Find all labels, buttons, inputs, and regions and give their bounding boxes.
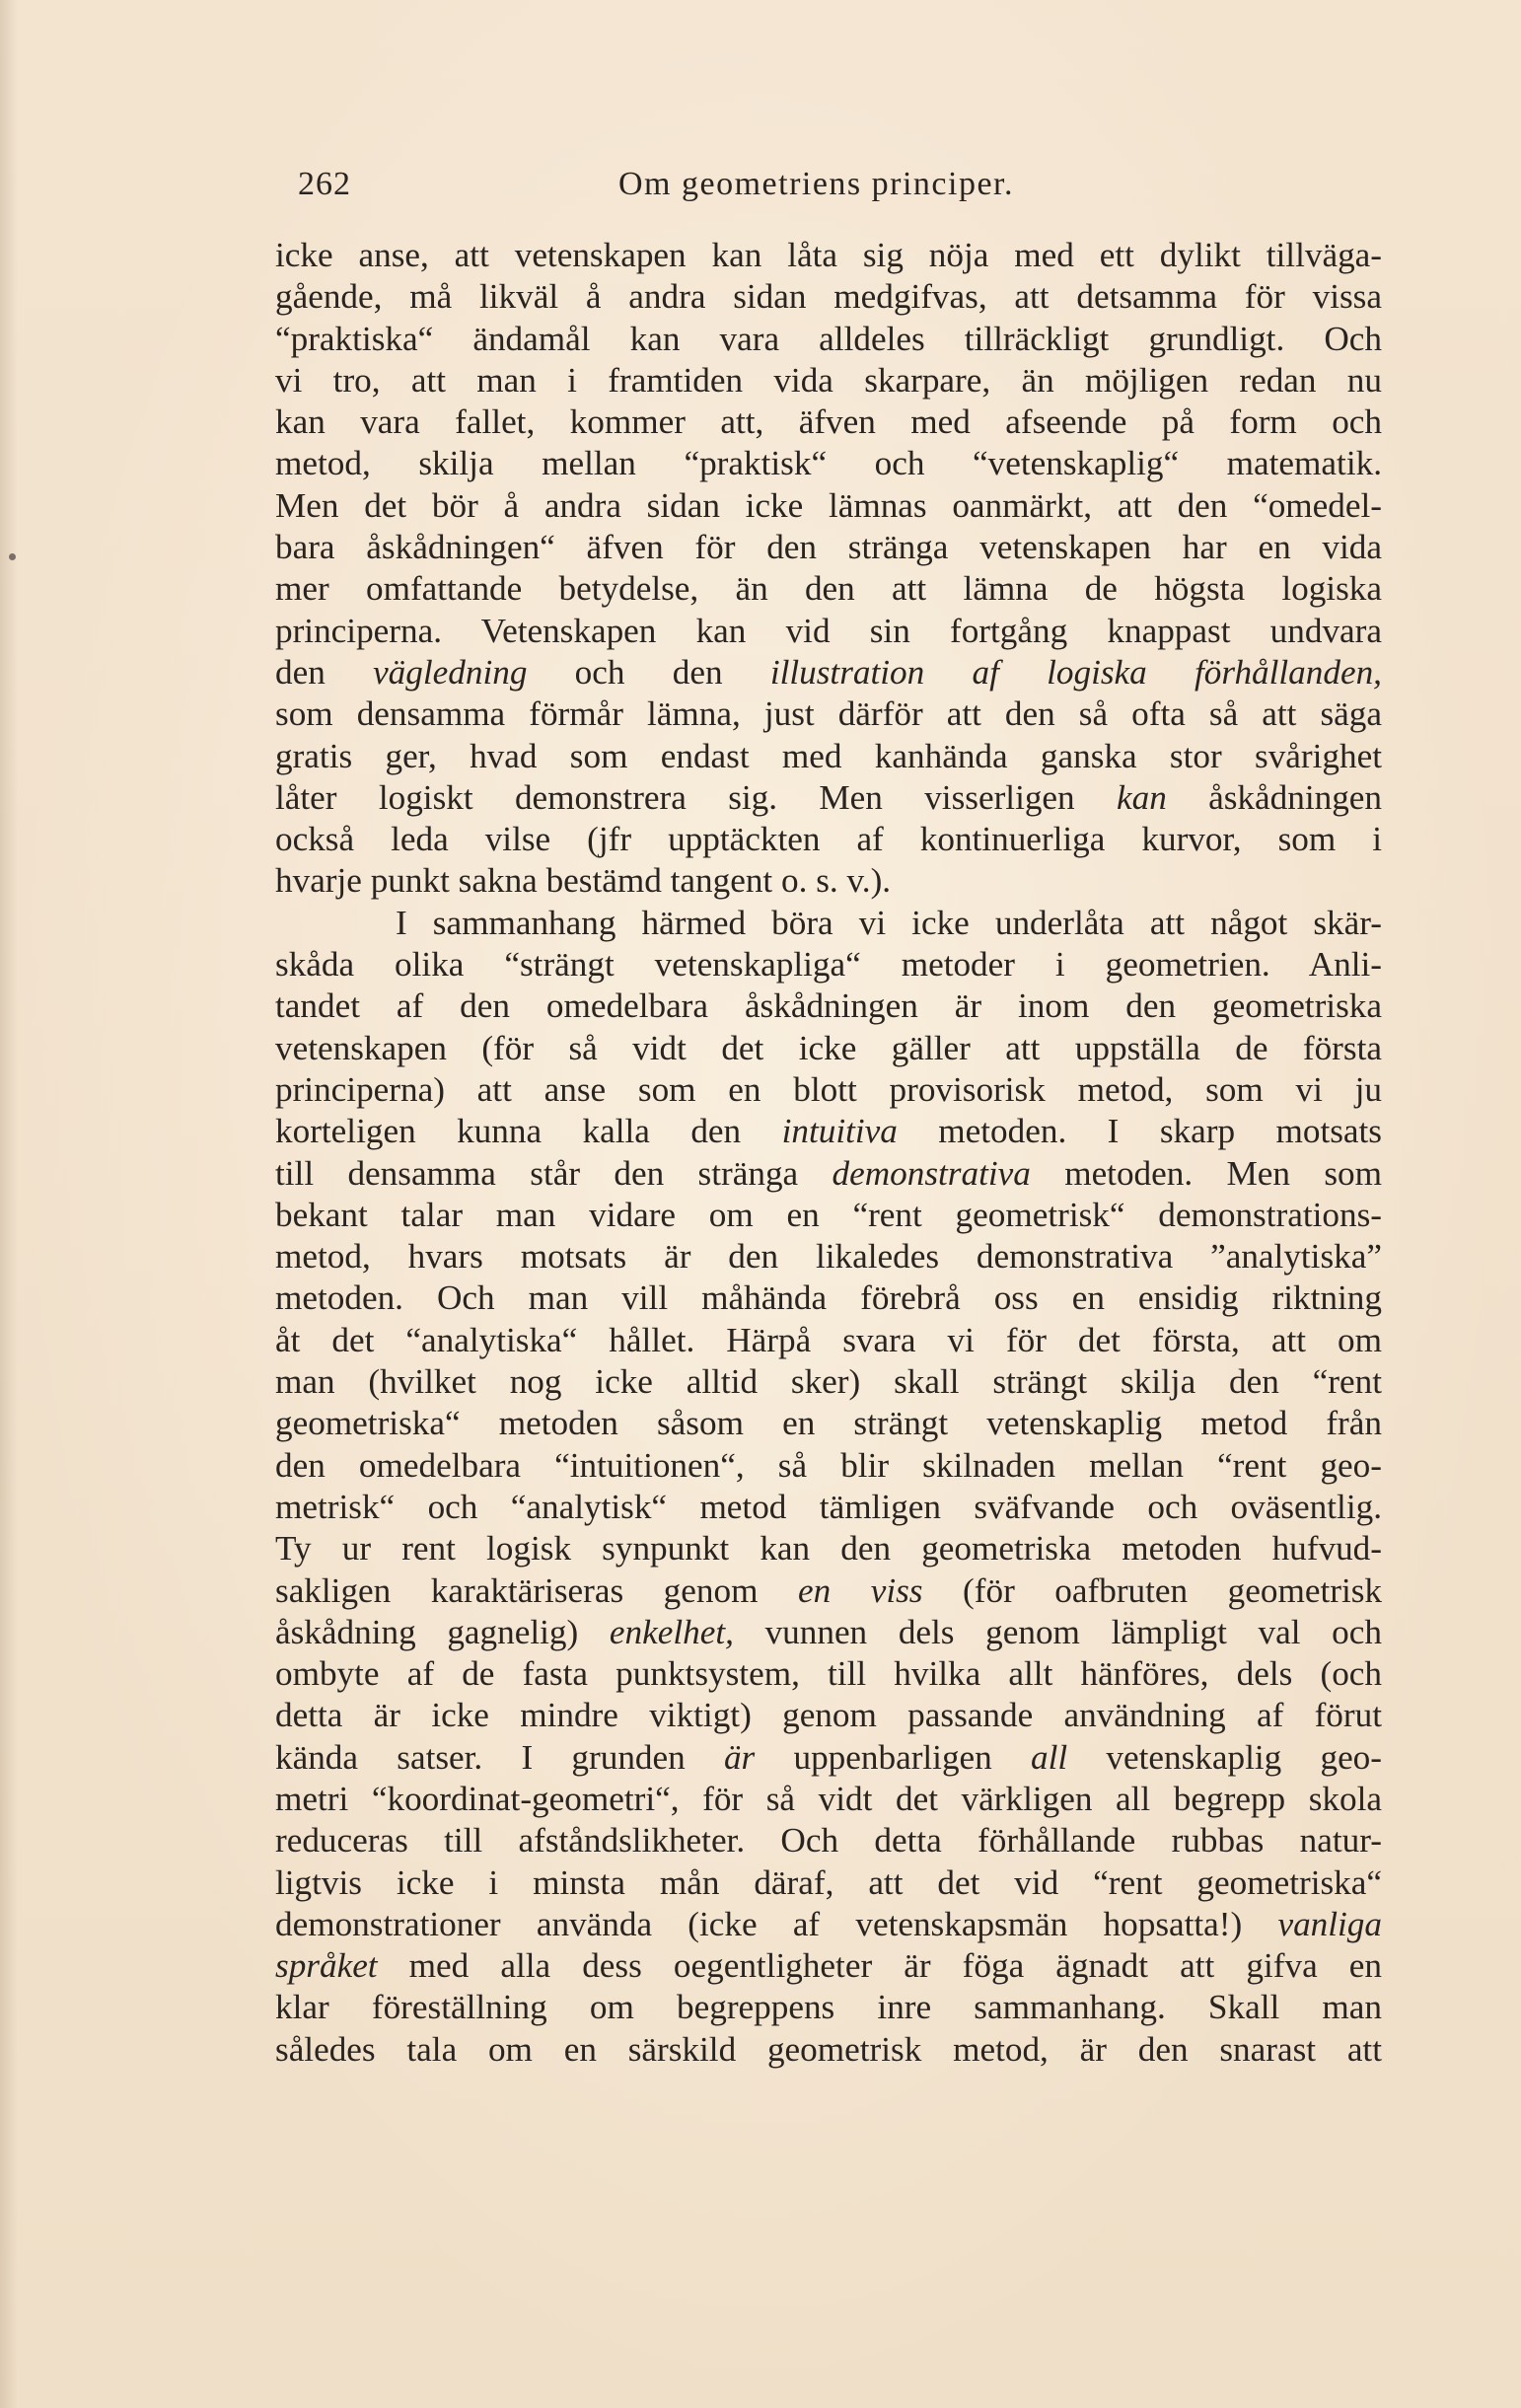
text-run: kända satser. I grunden xyxy=(275,1737,724,1777)
text-line xyxy=(275,527,1382,568)
text-run: reduceras till afståndslikheter. Och detta förhållande rubbas natur- xyxy=(275,1821,1382,1861)
text-run: Men det bör å andra sidan icke lämnas oanmärkt, att den “omedel- xyxy=(275,485,1382,525)
text-line xyxy=(275,401,1382,443)
text-run: mer omfattande betydelse, än den att lämna de högsta logiska xyxy=(275,569,1382,609)
text-run: vetenskapen (för så vidt det icke gäller att uppställa de första xyxy=(275,1028,1382,1067)
text-line xyxy=(275,860,1382,902)
text-run: vi tro, att man i framtiden vida skarpare, än möjligen redan nu xyxy=(275,360,1382,400)
text-line xyxy=(275,944,1382,985)
text-run: åt det “analytiska“ hållet. Härpå svara vi för det första, att om xyxy=(275,1320,1382,1359)
text-run: metri “koordinat-geometri“, för så vidt det värkligen all begrepp skola xyxy=(275,1779,1382,1818)
italic-text-run: intuitiva xyxy=(781,1112,898,1151)
text-line xyxy=(275,1570,1382,1612)
text-run: låter logiskt demonstrera sig. Men visserligen xyxy=(275,777,1117,817)
text-run: vunnen dels genom lämpligt val och xyxy=(733,1612,1382,1651)
text-line xyxy=(275,1361,1382,1403)
text-run: gratis ger, hvad som endast med kanhända ganska stor svårighet xyxy=(275,736,1382,775)
text-run: geometriska“ metoden såsom en strängt vetenskaplig metod från xyxy=(275,1404,1382,1443)
text-line xyxy=(275,1862,1382,1904)
text-line xyxy=(275,1236,1382,1277)
text-line xyxy=(275,276,1382,318)
text-line xyxy=(275,1195,1382,1236)
text-line xyxy=(275,319,1382,360)
text-line xyxy=(275,652,1382,693)
text-run: principerna. Vetenskapen kan vid sin fortgång knappast undvara xyxy=(275,611,1382,650)
page-header xyxy=(286,166,1391,215)
text-line xyxy=(275,360,1382,401)
page-edge-shadow xyxy=(0,0,18,2408)
text-line xyxy=(275,1403,1382,1444)
text-run: sakligen karaktäriseras genom xyxy=(275,1570,798,1610)
text-run: således tala om en särskild geometrisk metod, är den snarast att xyxy=(275,2029,1382,2069)
text-run: metod, hvars motsats är den likaledes demonstrativa ”analytiska” xyxy=(275,1237,1382,1277)
text-line xyxy=(275,1069,1382,1111)
page-number: 262 xyxy=(298,166,351,202)
text-line xyxy=(275,1945,1382,1987)
text-line xyxy=(275,819,1382,860)
italic-text-run: är xyxy=(723,1737,756,1777)
text-line xyxy=(275,777,1382,819)
text-run: metod, skilja mellan “praktisk“ och “vetenskaplig“ matematik. xyxy=(275,444,1382,483)
text-line xyxy=(275,1445,1382,1487)
text-run: metoden. I skarp motsats xyxy=(897,1112,1383,1151)
text-line xyxy=(275,1653,1382,1695)
text-run: vetenskaplig geo- xyxy=(1067,1737,1382,1777)
text-line xyxy=(275,1695,1382,1736)
text-run: metrisk“ och “analytisk“ metod tämligen sväfvande och oväsentlig. xyxy=(275,1487,1382,1526)
text-run: ligtvis icke i minsta mån däraf, att det vid “rent geometriska“ xyxy=(275,1862,1382,1902)
text-line xyxy=(275,903,1382,944)
italic-text-run: vanliga xyxy=(1277,1904,1382,1943)
text-run: hvarje punkt sakna bestämd tangent o. s. v.). xyxy=(275,861,892,901)
text-run: man (hvilket nog icke alltid sker) skall strängt skilja den “rent xyxy=(275,1362,1382,1402)
italic-text-run: vägledning xyxy=(373,652,528,692)
italic-text-run: enkelhet, xyxy=(609,1612,734,1651)
text-run: principerna) att anse som en blott provisorisk metod, som vi ju xyxy=(275,1069,1382,1109)
text-run: kan vara fallet, kommer att, äfven med afseende på form och xyxy=(275,402,1382,442)
text-run: ombyte af de fasta punktsystem, till hvilka allt hänföres, dels (och xyxy=(275,1654,1382,1694)
text-run: till densamma står den stränga xyxy=(275,1153,833,1193)
text-line xyxy=(275,985,1382,1027)
italic-text-run: demonstrativa xyxy=(832,1153,1031,1193)
text-line xyxy=(275,1737,1382,1779)
italic-text-run: kan xyxy=(1116,777,1167,817)
text-run: åskådning gagnelig) xyxy=(275,1612,610,1651)
text-line xyxy=(275,1111,1382,1152)
text-run: Ty ur rent logisk synpunkt kan den geometriska metoden hufvud- xyxy=(275,1529,1382,1569)
text-line xyxy=(275,1987,1382,2028)
italic-text-run: språket xyxy=(275,1946,378,1986)
text-line xyxy=(275,693,1382,735)
text-line xyxy=(275,611,1382,652)
text-run: I sammanhang härmed böra vi icke underlåta att något skär- xyxy=(396,903,1382,942)
italic-text-run: en viss xyxy=(797,1570,923,1610)
italic-text-run: all xyxy=(1031,1737,1068,1777)
text-line xyxy=(275,1320,1382,1361)
text-line xyxy=(275,1612,1382,1653)
text-run: och den xyxy=(527,652,770,692)
text-line xyxy=(275,485,1382,527)
text-run: “praktiska“ ändamål kan vara alldeles tillräckligt grundligt. Och xyxy=(275,319,1382,358)
text-line xyxy=(275,2029,1382,2071)
text-run: tandet af den omedelbara åskådningen är inom den geometriska xyxy=(275,986,1382,1026)
body-text xyxy=(275,235,1382,2071)
text-line xyxy=(275,1904,1382,1945)
text-run: uppenbarligen xyxy=(755,1737,1031,1777)
text-line xyxy=(275,1277,1382,1319)
text-line xyxy=(275,1779,1382,1820)
text-run: metoden. Och man vill måhända förebrå oss en ensidig riktning xyxy=(275,1278,1382,1318)
text-run: (för oafbruten geometrisk xyxy=(922,1570,1383,1610)
text-run: detta är icke mindre viktigt) genom passande användning af förut xyxy=(275,1696,1382,1735)
text-line xyxy=(275,235,1382,276)
italic-text-run: illustration af logiska förhållanden, xyxy=(769,652,1382,692)
text-line xyxy=(275,1487,1382,1528)
text-run: icke anse, att vetenskapen kan låta sig nöja med ett dylikt tillväga- xyxy=(275,236,1382,274)
text-run: korteligen kunna kalla den xyxy=(275,1112,782,1151)
text-run: den omedelbara “intuitionen“, så blir skilnaden mellan “rent geo- xyxy=(275,1445,1382,1485)
text-line xyxy=(275,1153,1382,1195)
text-run: bekant talar man vidare om en “rent geometrisk“ demonstrations- xyxy=(275,1195,1382,1234)
margin-mark xyxy=(9,553,16,560)
text-run: den xyxy=(275,652,374,692)
text-run: med alla dess oegentligheter är föga ägnadt att gifva en xyxy=(377,1946,1382,1986)
text-run: demonstrationer använda (icke af vetenskapsmän hopsatta!) xyxy=(275,1904,1278,1943)
text-line xyxy=(275,1820,1382,1861)
text-run: gående, må likväl å andra sidan medgifvas, att detsamma för vissa xyxy=(275,277,1382,317)
text-run: också leda vilse (jfr upptäckten af kontinuerliga kurvor, som i xyxy=(275,820,1382,859)
text-run: skåda olika “strängt vetenskapliga“ metoder i geometrien. Anli- xyxy=(275,945,1382,985)
text-line xyxy=(275,443,1382,484)
text-line xyxy=(275,736,1382,777)
text-line xyxy=(275,1528,1382,1569)
running-head: Om geometriens principer. xyxy=(618,166,1015,202)
text-run: som densamma förmår lämna, just därför att den så ofta så att säga xyxy=(275,694,1382,734)
text-line xyxy=(275,568,1382,610)
text-run: klar föreställning om begreppens inre sammanhang. Skall man xyxy=(275,1988,1382,2027)
text-run: bara åskådningen“ äfven för den stränga vetenskapen har en vida xyxy=(275,528,1382,567)
text-run: metoden. Men som xyxy=(1030,1153,1382,1193)
text-line xyxy=(275,1028,1382,1069)
text-run: åskådningen xyxy=(1166,777,1383,817)
